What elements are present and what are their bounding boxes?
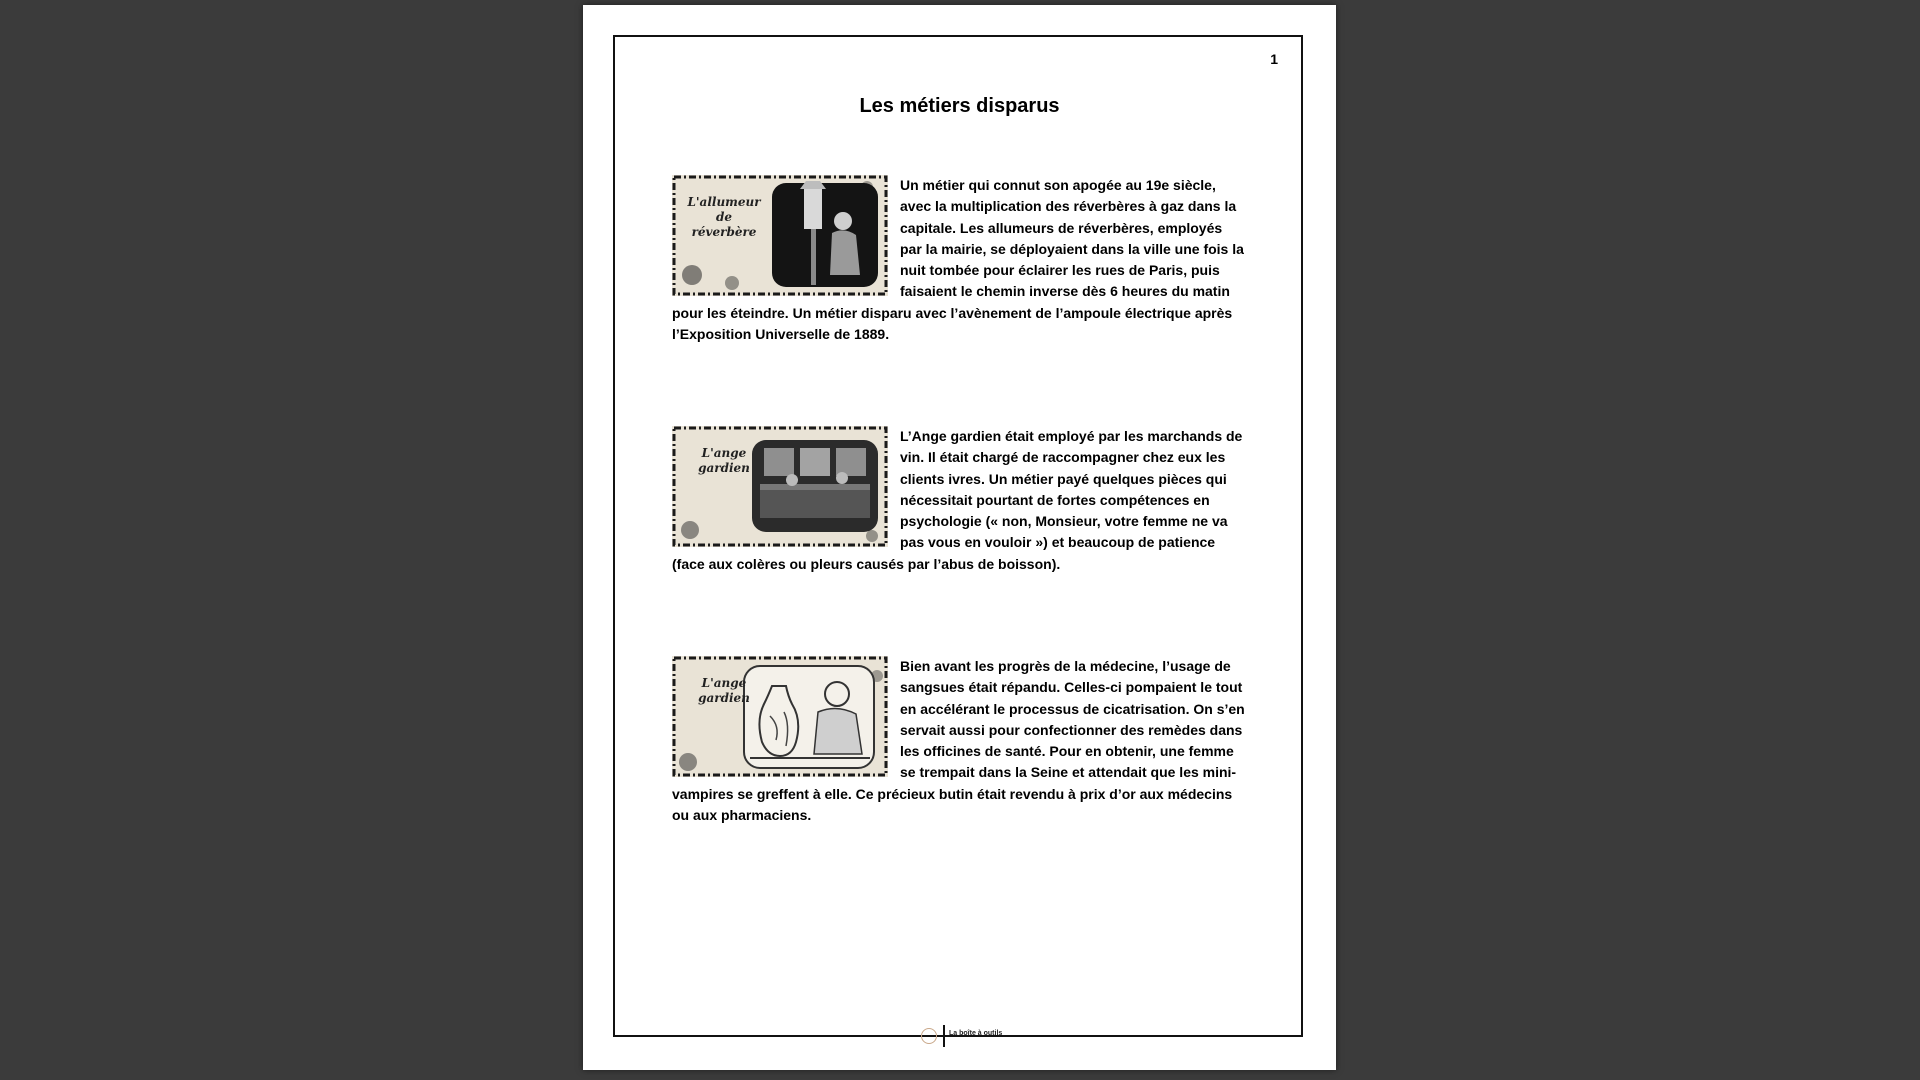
image-caption-line-2: gardien <box>698 691 750 705</box>
section-text: L’Ange gardien était employé par les marchands de vin. Il était chargé de raccompagner chez eux les clients ivres. Un métier payé quelques pièces qui nécessitait pourtant de fortes compétences en psychologie (« non, Monsieur, votre femme ne va pas vous en vouloir ») et beaucoup de patience (face aux colères ou pleurs causés par l’abus de boisson). <box>672 428 1243 572</box>
section-text: Bien avant les progrès de la médecine, l’usage de sangsues était répandu. Celles-ci pompaient le tout en accélérant le processus de cicatrisation. On s’en servait aussi pour confectionner des remèdes dans les officines de santé. Pour en obtenir, une femme se trempait dans la Seine et attendait que les mini-vampires se greffent à elle. Ce précieux butin était revendu à prix d’or aux médecins ou aux pharmaciens. <box>672 658 1245 824</box>
image-caption-line-2: de réverbère <box>691 210 757 239</box>
footer-divider <box>943 1025 945 1047</box>
image-caption-line-1: L'ange <box>701 446 747 460</box>
footer-brand-text: La boîte à outils <box>949 1030 1003 1037</box>
page-number: 1 <box>1270 51 1278 67</box>
section-text: Un métier qui connut son apogée au 19e siècle, avec la multiplication des réverbères à gaz dans la capitale. Les allumeurs de réverbères, employés par la mairie, se déployaient dans la ville une fois la nuit tombée pour éclairer les rues de Paris, puis faisaient le chemin inverse dès 6 heures du matin pour les éteindre. Un métier disparu avec l’avènement de l’ampoule électrique après l’Exposition Universelle de 1889. <box>672 177 1244 343</box>
image-caption-line-2: gardien <box>698 461 750 475</box>
leech-collector-image <box>672 656 888 777</box>
section-lamplighter <box>672 175 1247 345</box>
footer-logo <box>921 1025 1011 1049</box>
brand-icon <box>921 1028 937 1044</box>
section-leeches <box>672 656 1247 826</box>
guardian-angel-image <box>672 426 888 547</box>
document-page <box>583 5 1336 1070</box>
lamplighter-image <box>672 175 888 296</box>
section-guardian-angel <box>672 426 1247 575</box>
image-caption-line-1: L'allumeur <box>687 195 761 209</box>
image-caption-line-1: L'ange <box>701 676 747 690</box>
document-title: Les métiers disparus <box>859 95 1060 117</box>
